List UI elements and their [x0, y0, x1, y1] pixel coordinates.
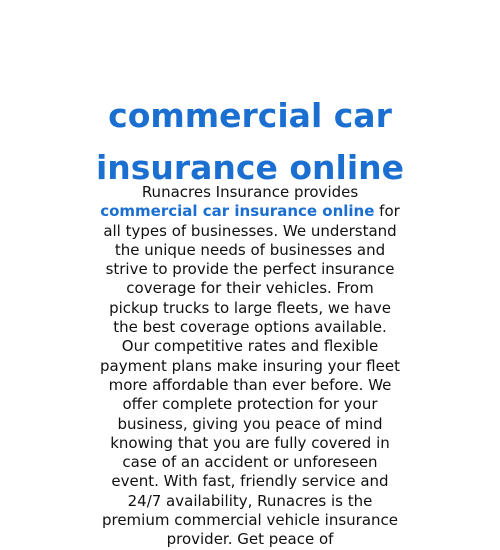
page-title-line-2: insurance online	[95, 148, 405, 187]
page-title	[0, 90, 500, 194]
commercial-car-insurance-link[interactable]: commercial car insurance online	[100, 202, 375, 221]
page-title-line-1: commercial car	[108, 96, 392, 135]
article-text-intro: Runacres Insurance provides	[141, 183, 359, 201]
article-text-body: for all types of businesses. We understand the unique needs of businesses and strive to provide the perfect insurance coverage for their vehicles. From pickup trucks to large fleets, we have the best coverage options available. Our competitive rates and flexible payment plans make insuring your fleet more affordable than ever before. We offer complete protection for your business, giving you peace of mind knowing that you are fully covered in case of an accident or unforeseen event. With fast, friendly service and 24/7 availability, Runacres is the premium commercial vehicle insurance provider. Get peace of	[100, 202, 400, 549]
article-body	[100, 183, 400, 550]
